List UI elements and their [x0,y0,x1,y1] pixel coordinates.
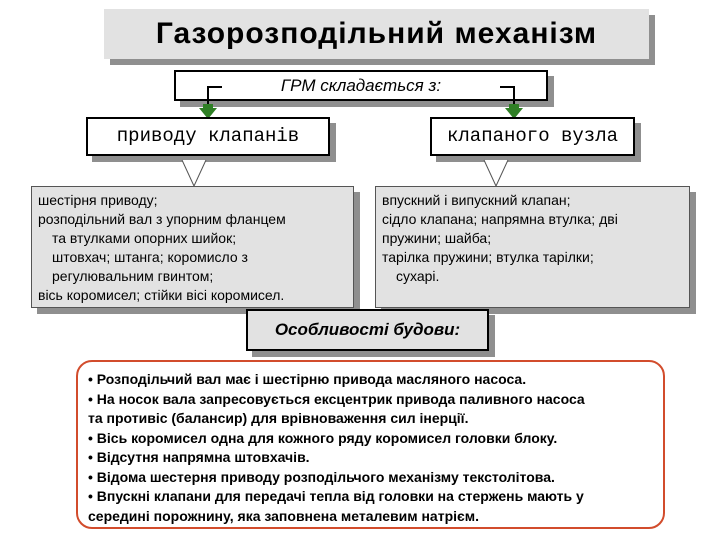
feature-item: • Розподільчий вал має і шестірню привода масляного насоса. [88,371,527,387]
features-heading: Особливості будови: [246,309,489,351]
detail-line: шестірня приводу; [38,192,158,208]
detail-line: розподільний вал з упорним фланцем [38,211,286,227]
detail-line: сідло клапана; напрямна втулка; дві [382,211,618,227]
detail-line: тарілка пружини; втулка тарілки; [382,249,594,265]
grm-box: ГРМ складається з: [174,70,548,101]
connector-left-h [207,86,222,88]
feature-item: серединi порожнину, яка заповнена металевим натрієм. [88,507,479,524]
feature-item: • На носок вала запресовується ексцентрик привода паливного насоса [88,390,585,407]
detail-line: та втулками опорних шийок; [52,230,237,246]
detail-line: регулювальним гвинтом; [52,268,214,284]
detail-line: сухарі. [396,268,440,284]
detail-line: штовхач; штанга; коромисло з [52,249,248,265]
connector-right-v [513,86,515,104]
detail-line: впускний і випускний клапан; [382,192,571,208]
valve-details [375,186,690,308]
callout-chevron-right [482,158,522,188]
valve-heading: клапаного вузла [430,117,635,156]
feature-item: • Відсутня напрямна штовхачів. [88,449,310,465]
page-title: Газорозподільний механізм [104,9,649,59]
callout-chevron-left [180,158,220,188]
drive-heading: приводу клапанів [86,117,330,156]
feature-item: • Впускні клапани для передачі тепла від головки на стержень мають у [88,488,584,504]
detail-line: вісь коромисел; стійки вісі коромисел. [38,287,285,303]
feature-item: • Відома шестерня приводу розподільчого механізму текстолітова. [88,468,555,485]
feature-item: та противіс (балансир) для врівноваження сил інерції. [88,410,469,426]
connector-left-v [207,86,209,104]
drive-details [31,186,354,308]
feature-item: • Вісь коромисел одна для кожного ряду коромисел головки блоку. [88,429,558,446]
features-list [76,360,665,529]
detail-line: пружини; шайба; [382,230,492,246]
